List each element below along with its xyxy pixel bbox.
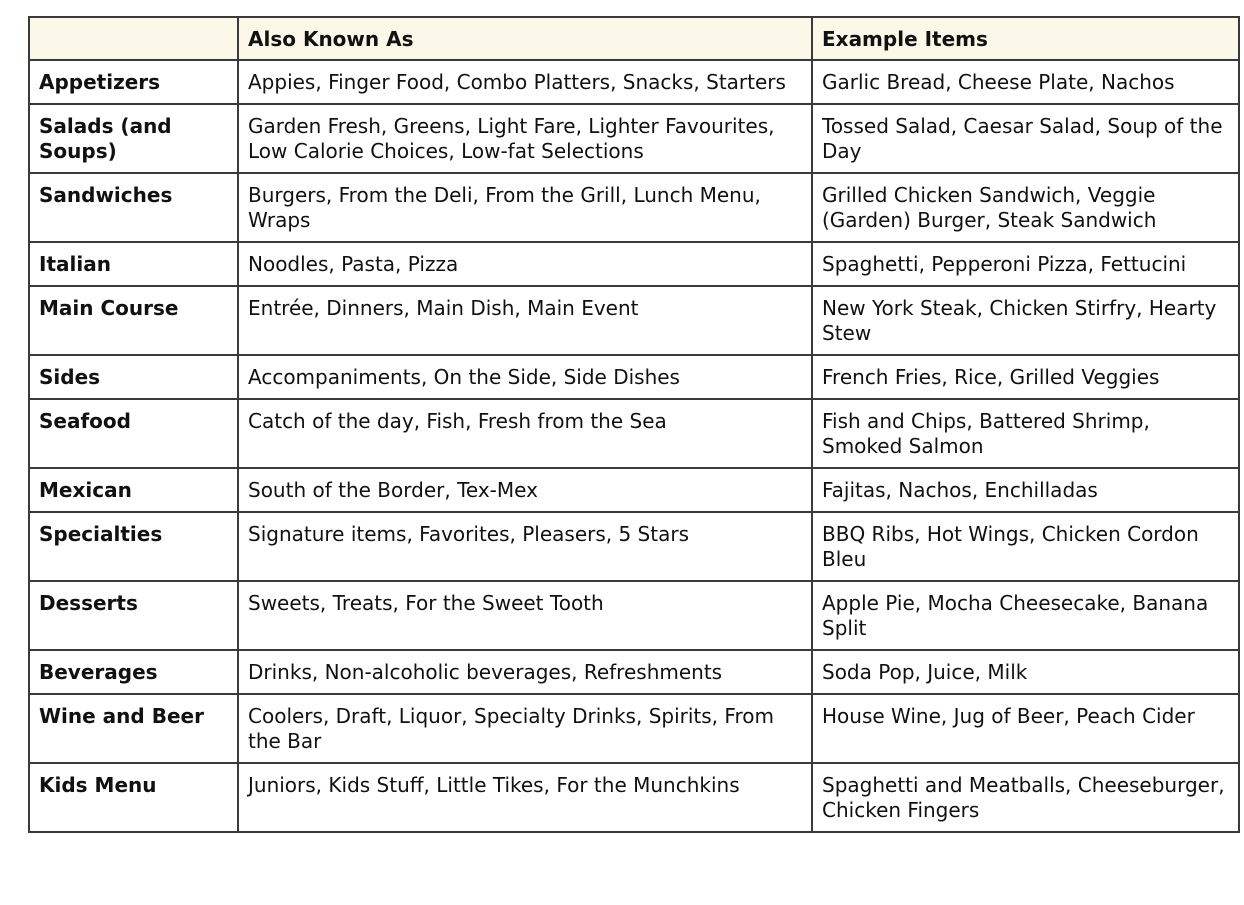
header-category: [29, 17, 238, 60]
example-items-cell: Soda Pop, Juice, Milk: [812, 650, 1239, 694]
also-known-as-cell: Noodles, Pasta, Pizza: [238, 242, 812, 286]
table-row: [29, 763, 1239, 832]
table-row: [29, 512, 1239, 581]
also-known-as-cell: Signature items, Favorites, Pleasers, 5 Stars: [238, 512, 812, 581]
category-cell: Salads (and Soups): [29, 104, 238, 173]
example-items-cell: Fish and Chips, Battered Shrimp, Smoked Salmon: [812, 399, 1239, 468]
table-row: [29, 399, 1239, 468]
category-cell: Wine and Beer: [29, 694, 238, 763]
table-row: [29, 173, 1239, 242]
also-known-as-cell: Coolers, Draft, Liquor, Specialty Drinks, Spirits, From the Bar: [238, 694, 812, 763]
category-cell: Kids Menu: [29, 763, 238, 832]
menu-categories-table: [28, 16, 1240, 833]
also-known-as-cell: Catch of the day, Fish, Fresh from the Sea: [238, 399, 812, 468]
table-row: [29, 286, 1239, 355]
category-cell: Seafood: [29, 399, 238, 468]
table-header: [29, 17, 1239, 60]
also-known-as-cell: Juniors, Kids Stuff, Little Tikes, For the Munchkins: [238, 763, 812, 832]
example-items-cell: Grilled Chicken Sandwich, Veggie (Garden) Burger, Steak Sandwich: [812, 173, 1239, 242]
table-row: [29, 355, 1239, 399]
table-row: [29, 104, 1239, 173]
category-cell: Desserts: [29, 581, 238, 650]
example-items-cell: Tossed Salad, Caesar Salad, Soup of the Day: [812, 104, 1239, 173]
table-row: [29, 468, 1239, 512]
header-also-known-as: Also Known As: [238, 17, 812, 60]
table-row: [29, 650, 1239, 694]
also-known-as-cell: Entrée, Dinners, Main Dish, Main Event: [238, 286, 812, 355]
also-known-as-cell: Burgers, From the Deli, From the Grill, Lunch Menu, Wraps: [238, 173, 812, 242]
example-items-cell: Spaghetti, Pepperoni Pizza, Fettucini: [812, 242, 1239, 286]
table-row: [29, 694, 1239, 763]
example-items-cell: French Fries, Rice, Grilled Veggies: [812, 355, 1239, 399]
table-body: [29, 60, 1239, 832]
also-known-as-cell: Accompaniments, On the Side, Side Dishes: [238, 355, 812, 399]
category-cell: Sandwiches: [29, 173, 238, 242]
example-items-cell: Spaghetti and Meatballs, Cheeseburger, Chicken Fingers: [812, 763, 1239, 832]
example-items-cell: New York Steak, Chicken Stirfry, Hearty Stew: [812, 286, 1239, 355]
example-items-cell: Garlic Bread, Cheese Plate, Nachos: [812, 60, 1239, 104]
example-items-cell: Fajitas, Nachos, Enchilladas: [812, 468, 1239, 512]
table-row: [29, 60, 1239, 104]
example-items-cell: BBQ Ribs, Hot Wings, Chicken Cordon Bleu: [812, 512, 1239, 581]
category-cell: Mexican: [29, 468, 238, 512]
example-items-cell: Apple Pie, Mocha Cheesecake, Banana Split: [812, 581, 1239, 650]
also-known-as-cell: Drinks, Non-alcoholic beverages, Refreshments: [238, 650, 812, 694]
table-row: [29, 242, 1239, 286]
header-example-items: Example Items: [812, 17, 1239, 60]
header-row: [29, 17, 1239, 60]
category-cell: Appetizers: [29, 60, 238, 104]
category-cell: Sides: [29, 355, 238, 399]
category-cell: Main Course: [29, 286, 238, 355]
table-row: [29, 581, 1239, 650]
also-known-as-cell: South of the Border, Tex-Mex: [238, 468, 812, 512]
also-known-as-cell: Sweets, Treats, For the Sweet Tooth: [238, 581, 812, 650]
category-cell: Beverages: [29, 650, 238, 694]
category-cell: Specialties: [29, 512, 238, 581]
example-items-cell: House Wine, Jug of Beer, Peach Cider: [812, 694, 1239, 763]
category-cell: Italian: [29, 242, 238, 286]
also-known-as-cell: Appies, Finger Food, Combo Platters, Snacks, Starters: [238, 60, 812, 104]
also-known-as-cell: Garden Fresh, Greens, Light Fare, Lighter Favourites, Low Calorie Choices, Low-fat Selections: [238, 104, 812, 173]
